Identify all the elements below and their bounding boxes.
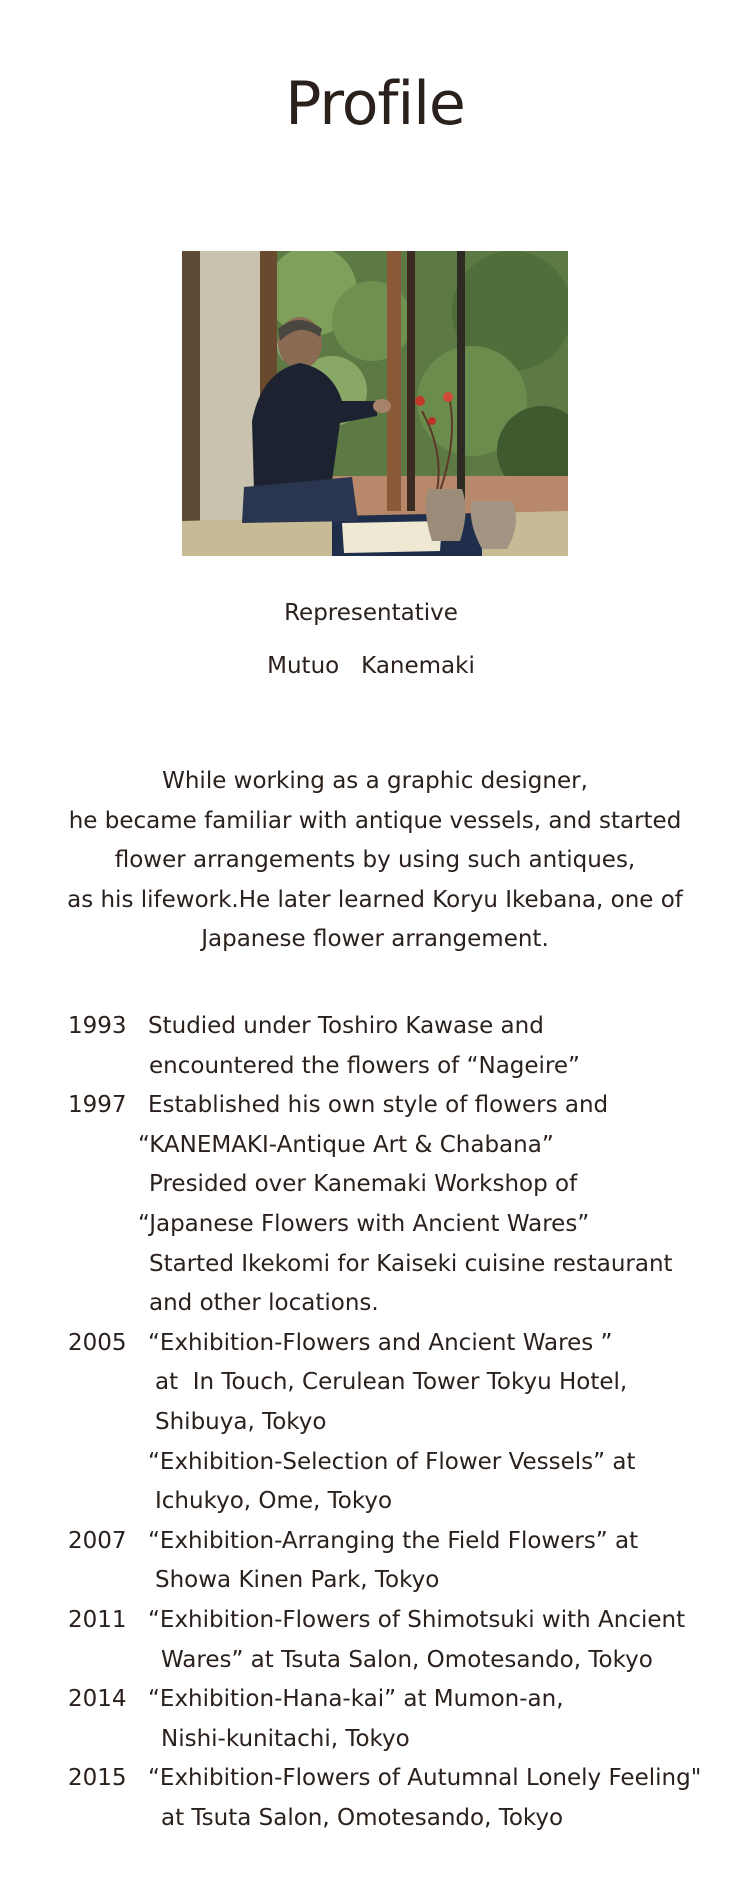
history-year: 2011: [68, 1606, 127, 1633]
history-text: and other locations.: [149, 1290, 379, 1317]
history-text: “Exhibition-Arranging the Field Flowers” at: [148, 1527, 639, 1554]
history-row: [68, 1205, 748, 1245]
history-text: Established his own style of flowers and: [148, 1092, 609, 1119]
page-title: Profile: [285, 69, 465, 139]
portrait-photo-icon: [182, 251, 568, 556]
history-row: [68, 1601, 748, 1641]
history-text: Studied under Toshiro Kawase and: [148, 1013, 544, 1039]
history-row: [68, 1641, 748, 1681]
intro-line: he became familiar with antique vessels, and started: [68, 807, 682, 834]
history-row: [68, 1720, 748, 1760]
history-row: [68, 1007, 748, 1047]
history-list: [68, 1007, 748, 1838]
history-text: “Exhibition-Flowers and Ancient Wares ”: [148, 1329, 613, 1356]
history-row: [68, 1561, 748, 1601]
history-row: [68, 1047, 748, 1087]
history-row: [68, 1126, 748, 1166]
history-text: Showa Kinen Park, Tokyo: [155, 1567, 440, 1594]
intro-line: While working as a graphic designer,: [162, 768, 588, 794]
history-row: [68, 1443, 748, 1483]
history-text: at In Touch, Cerulean Tower Tokyu Hotel,: [155, 1369, 628, 1396]
history-row: [68, 1403, 748, 1443]
history-text: Presided over Kanemaki Workshop of: [149, 1171, 578, 1198]
history-text: “Exhibition-Flowers of Shimotsuki with Ancient: [148, 1606, 686, 1633]
history-text: at Tsuta Salon, Omotesando, Tokyo: [161, 1804, 564, 1831]
history-row: [68, 1324, 748, 1364]
history-row: [68, 1165, 748, 1205]
history-row: [68, 1363, 748, 1403]
history-row: [68, 1522, 748, 1562]
intro-line: Japanese flower arrangement.: [201, 926, 549, 952]
history-text: encountered the flowers of “Nageire”: [149, 1052, 580, 1079]
history-text: Wares” at Tsuta Salon, Omotesando, Tokyo: [161, 1646, 653, 1673]
history-text: “Japanese Flowers with Ancient Wares”: [138, 1210, 590, 1237]
history-text: “Exhibition-Hana-kai” at Mumon-an,: [148, 1686, 564, 1713]
history-row: [68, 1284, 748, 1324]
history-year: 1993: [68, 1013, 127, 1039]
history-row: [68, 1759, 748, 1799]
history-row: [68, 1482, 748, 1522]
history-row: [68, 1680, 748, 1720]
history-row: [68, 1799, 748, 1839]
history-year: 2015: [68, 1765, 127, 1792]
intro-line: flower arrangements by using such antiques,: [114, 847, 636, 873]
history-text: Nishi-kunitachi, Tokyo: [161, 1725, 410, 1752]
history-row: [68, 1245, 748, 1285]
intro-paragraph: [0, 762, 750, 960]
history-text: “Exhibition-Selection of Flower Vessels” at: [148, 1448, 636, 1475]
history-year: 1997: [68, 1092, 127, 1119]
portrait-photo: [182, 251, 568, 556]
history-text: “KANEMAKI-Antique Art & Chabana”: [138, 1131, 554, 1158]
history-text: Ichukyo, Ome, Tokyo: [155, 1488, 393, 1515]
person-role: Representative: [284, 600, 458, 626]
intro-line: as his lifework.He later learned Koryu Ikebana, one of: [67, 886, 683, 913]
history-year: 2007: [68, 1527, 127, 1554]
history-text: Shibuya, Tokyo: [155, 1408, 327, 1435]
person-name: Mutuo Kanemaki: [267, 653, 475, 679]
history-row: [68, 1086, 748, 1126]
history-text: “Exhibition-Flowers of Autumnal Lonely Feeling": [148, 1765, 702, 1792]
history-year: 2014: [68, 1686, 127, 1713]
history-text: Started Ikekomi for Kaiseki cuisine restaurant: [149, 1250, 673, 1277]
history-year: 2005: [68, 1329, 127, 1356]
